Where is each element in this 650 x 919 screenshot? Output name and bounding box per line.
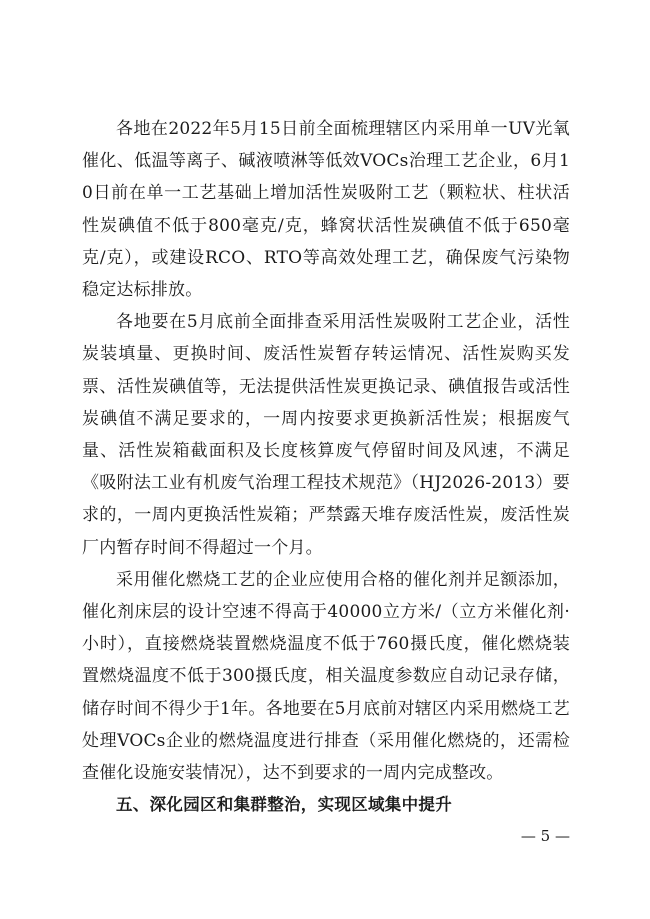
paragraph-2: 各地要在5月底前全面排查采用活性炭吸附工艺企业，活性炭装填量、更换时间、废活性炭暂存转运情况、活性炭购买发票、活性炭碘值等，无法提供活性炭更换记录、碘值报告或活性炭碘值不满足要求的，一周内按要求更换新活性炭；根据废气量、活性炭箱截面积及长度核算废气停留时间及风速，不满足《吸附法工业有机废气治理工程技术规范》（HJ2026-2013）要求的，一周内更换活性炭箱；严禁露天堆存废活性炭，废活性炭厂内暂存时间不得超过一个月。 [82, 312, 570, 558]
paragraph-3: 采用催化燃烧工艺的企业应使用合格的催化剂并足额添加，催化剂床层的设计空速不得高于40000立方米/（立方米催化剂·小时），直接燃烧装置燃烧温度不低于760摄氏度，催化燃烧装置燃烧温度不低于300摄氏度，相关温度参数应自动记录存储，储存时间不得少于1年。各地要在5月底前对辖区内采用燃烧工艺处理VOCs企业的燃烧温度进行排查（采用催化燃烧的，还需检查催化设施安装情况），达不到要求的一周内完成整改。 [82, 569, 570, 784]
paragraph-1: 各地在2022年5月15日前全面梳理辖区内采用单一UV光氧催化、低温等离子、碱液喷淋等低效VOCs治理工艺企业，6月10日前在单一工艺基础上增加活性炭吸附工艺（颗粒状、柱状活性炭碘值不低于800毫克/克，蜂窝状活性炭碘值不低于650毫克/克），或建设RCO、RTO等高效处理工艺，确保废气污染物稳定达标排放。 [82, 119, 570, 301]
page-number: — 5 — [520, 827, 570, 845]
document-body [82, 113, 570, 821]
section-heading: 五、深化园区和集群整治，实现区域集中提升 [116, 795, 452, 815]
